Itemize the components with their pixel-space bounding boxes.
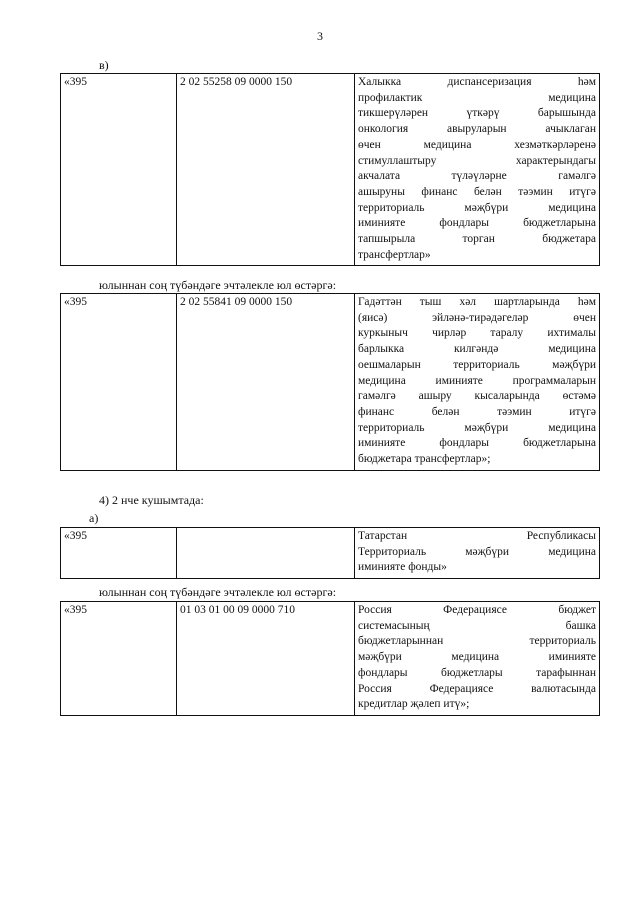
description-line: мәҗбүри медицина иминияте <box>358 651 596 664</box>
description-cell <box>355 294 600 471</box>
description-line: иминияте фондлары бюджетларына <box>358 437 596 450</box>
description-line: системасының башка <box>358 619 596 632</box>
description-line: фондлары бюджетлары тарафыннан <box>358 666 596 679</box>
description-line: Территориаль мәҗбүри медицина <box>358 545 596 558</box>
description-line: Россия Федерациясе валютасында <box>358 682 596 695</box>
table-row <box>61 74 600 266</box>
description-cell <box>355 74 600 266</box>
description-line: тапшырыла торган бюджетара <box>358 233 596 246</box>
description-line: территориаль мәҗбүри медицина <box>358 421 596 434</box>
description-line: стимуллаштыру характерындагы <box>358 154 596 167</box>
appendix-heading: 4) 2 нче кушымтада: <box>99 493 204 507</box>
description-cell <box>355 528 600 579</box>
description-line: иминияте фонды» <box>358 561 447 574</box>
description-line: куркыныч чирләр таралу ихтималы <box>358 327 596 340</box>
description-line: иминияте фондлары бюджетларына <box>358 217 596 230</box>
budget-code-cell: 2 02 55841 09 0000 150 <box>177 294 355 471</box>
description-line: Халыкка диспансеризация һәм <box>358 76 596 88</box>
budget-code-cell <box>177 528 355 579</box>
description-line: өчен медицина хезмәткәрләренә <box>358 138 596 151</box>
admin-code-cell: «395 <box>61 528 177 579</box>
description-line: тикшерүләрен үткәрү барышында <box>358 107 596 120</box>
description-line: ашыруны финанс белән тәэмин итүгә <box>358 185 596 198</box>
budget-table-2 <box>60 293 600 471</box>
description-cell <box>355 602 600 716</box>
admin-code-cell: «395 <box>61 74 177 266</box>
table-row <box>61 294 600 471</box>
description-line: акчалата түләүләрне гамәлгә <box>358 170 596 183</box>
table-row <box>61 602 600 716</box>
budget-table-1 <box>60 73 600 266</box>
description-line: профилактик медицина <box>358 91 596 104</box>
page-number: 3 <box>317 29 323 43</box>
section-label-v: в) <box>99 58 109 72</box>
budget-table-3 <box>60 527 600 579</box>
description-line: (яисә) эйләнә-тирәдәгеләр өчен <box>358 311 596 324</box>
budget-code-cell: 01 03 01 00 09 0000 710 <box>177 602 355 716</box>
budget-table-4 <box>60 601 600 716</box>
description-line: Гадәттән тыш хәл шартларында һәм <box>358 296 596 308</box>
description-line: оешмаларын территориаль мәҗбүри <box>358 358 596 371</box>
description-line: Россия Федерациясе бюджет <box>358 604 596 616</box>
description-line: финанс белән тәэмин итүгә <box>358 405 596 418</box>
instruction-text: юлыннан соң түбәндәге эчтәлекле юл өстәргә: <box>99 585 337 599</box>
description-line: территориаль мәҗбүри медицина <box>358 201 596 214</box>
description-line: Татарстан Республикасы <box>358 530 596 542</box>
description-line: бюджетара трансфертлар»; <box>358 453 491 466</box>
admin-code-cell: «395 <box>61 294 177 471</box>
section-label-a: а) <box>89 511 99 525</box>
description-line: трансфертлар» <box>358 248 431 261</box>
description-line: гамәлгә ашыру кысаларында өстәмә <box>358 390 596 403</box>
description-line: барлыкка килгәндә медицина <box>358 343 596 356</box>
table-row <box>61 528 600 579</box>
budget-code-cell: 2 02 55258 09 0000 150 <box>177 74 355 266</box>
description-line: онкология авыруларын ачыклаган <box>358 123 596 136</box>
admin-code-cell: «395 <box>61 602 177 716</box>
instruction-text: юлыннан соң түбәндәге эчтәлекле юл өстәргә: <box>99 278 337 292</box>
description-line: кредитлар җәлеп итү»; <box>358 698 470 711</box>
description-line: бюджетларыннан территориаль <box>358 635 596 648</box>
description-line: медицина иминияте программаларын <box>358 374 596 387</box>
